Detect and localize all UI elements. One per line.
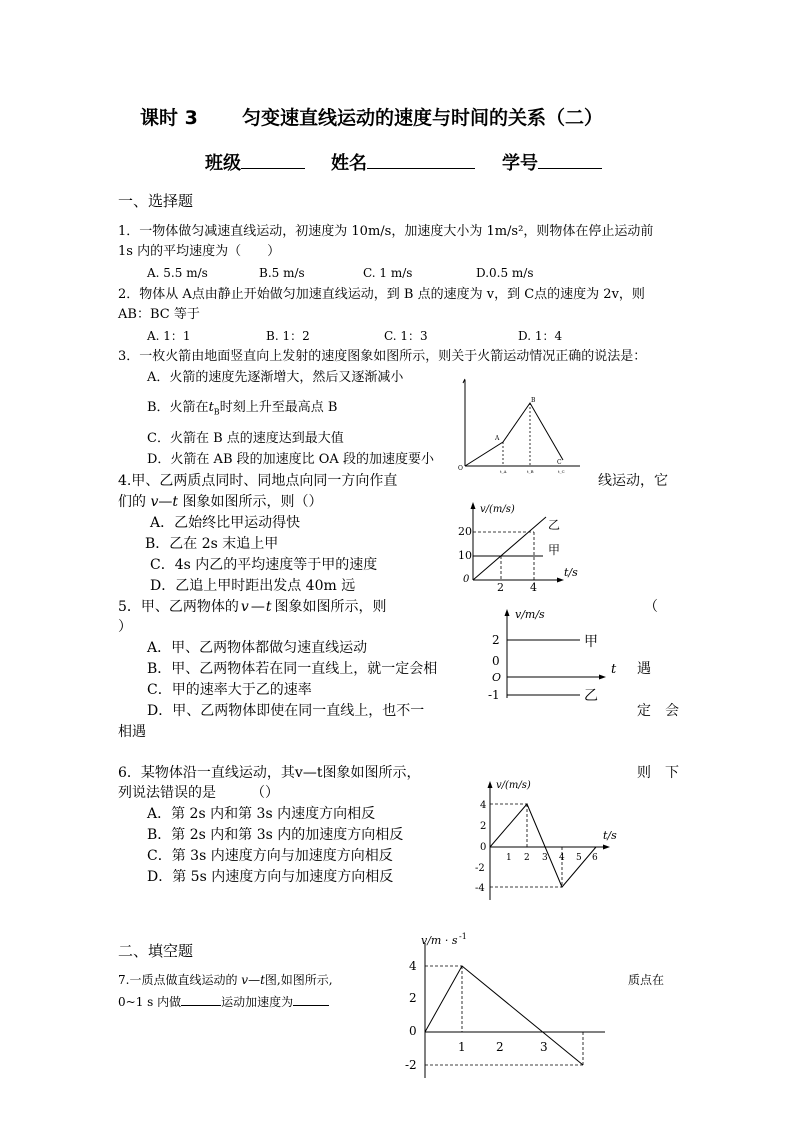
q3-option-c[interactable]: C．火箭在 B 点的速度达到最大值 [147,431,344,446]
q3-b-t: t [208,400,214,415]
q5-option-b-end: 遇 [637,661,651,677]
q3-stem: 3．一枚火箭由地面竖直向上发射的速度图象如图所示，则关于火箭运动情况正确的说法是： [118,349,647,364]
c6-xtick-4: 4 [559,853,565,863]
q4-option-d[interactable]: D．乙追上甲时距出发点 40m 远 [150,578,356,594]
series-yi-line [473,517,546,580]
chart-q7-vt [395,928,610,1088]
q2-line2: AB：BC 等于 [118,307,200,322]
chart-rocket-point-b: B [531,397,536,404]
chart-rocket-point-a: A [495,435,500,442]
chart-rocket-tick-ta: t_A [500,469,507,474]
c5-ylabel: v/m/s [515,608,545,621]
class-field [205,150,305,176]
q4-option-c[interactable]: C．4s 内乙的平均速度等于甲的速度 [150,557,378,573]
q5-option-c[interactable]: C．甲的速率大于乙的速率 [147,682,312,698]
class-label: 班级 [205,153,241,174]
c5-ytick-0: 0 [492,654,500,668]
c6-xtick-5: 5 [576,853,582,863]
q4-l2-dash: — [158,494,173,510]
q3-b-part2: 时刻上升至最高点 B [219,400,338,415]
page-title: 匀变速直线运动的速度与时间的关系（二） [242,107,604,129]
q4-l2-v: v [150,494,159,510]
chart-rocket-tick-tb: t_B [527,469,534,474]
q7-line1 [118,972,333,988]
c7-ylabel-sup: -1 [459,932,467,941]
chart-rocket-vt [455,374,595,474]
q1-option-c[interactable]: C. 1 m/s [363,266,413,280]
c7-ylabel: v/m · s [421,934,458,947]
c6-xtick-3: 3 [542,853,548,863]
q5-line1-paren: （ [644,599,658,615]
q7-l1-v: v [241,973,249,987]
chart-q6-vt [470,776,630,904]
q6-line1-left: 6．某物体沿一直线运动，其v—t图象如图所示， [118,765,421,781]
c7-xtick-2: 2 [496,1040,504,1054]
lesson-number: 课时 3 [140,107,198,129]
q5-option-a[interactable]: A．甲、乙两物体都做匀速直线运动 [147,640,368,656]
name-label: 姓名 [331,153,367,174]
c7-ytick-4: 4 [409,959,417,973]
q2-line1: 2．物体从 A点由静止开始做匀加速直线运动，到 B 点的速度为 v，到 C点的速度为 2v，则 [118,287,645,302]
q5-option-d-end: 定 会 [637,703,679,719]
q5-l1-b: 图象如图所示，则 [274,599,387,615]
c4-legend-yi: 乙 [548,518,561,532]
section-fill-heading: 二、填空题 [118,942,194,960]
c5-ytick-2: 2 [492,633,500,647]
chart-rocket-tick-tc: t_C [558,469,565,474]
q4-l2-a: 们的 [118,494,146,510]
c6-ytick-2: 2 [480,821,487,832]
q5-line1 [118,598,386,616]
q6-option-b[interactable]: B．第 2s 内和第 3s 内的加速度方向相反 [147,827,404,843]
q6-line1-right: 则 下 [637,765,679,781]
chart-q4-vt [450,498,595,594]
q7-l2-b: 运动加速度为 [221,995,294,1009]
c5-legend-jia: 甲 [584,634,598,650]
c6-xtick-2: 2 [524,853,530,863]
q7-line2 [118,993,329,1010]
chart-q5-vt [478,604,628,702]
q5-option-d-wrap: 相遇 [118,724,146,740]
q7-l2-a: 0~1 s 内做 [118,995,182,1009]
q5-l1-t: t [265,599,272,615]
q7-blank-2[interactable] [293,993,329,1006]
q5-line2: ） [118,619,132,635]
c4-legend-jia: 甲 [548,543,561,557]
c7-velocity-line [425,966,583,1065]
q4-line1-left: 4.甲、乙两质点同时、同地点向同一方向作直 [118,473,398,489]
id-blank[interactable] [538,150,602,169]
chart-rocket-origin: O [458,465,463,472]
q7-l1-dash: — [248,973,261,987]
c6-ytick-neg2: -2 [475,863,485,874]
q4-l2-t: t [172,494,179,510]
q1-option-a[interactable]: A. 5.5 m/s [147,266,208,280]
id-label: 学号 [502,153,538,174]
c5-xlabel: t [611,662,617,677]
q4-line1-right: 线运动，它 [598,473,668,489]
q7-l1-a: 7.一质点做直线运动的 [118,973,238,987]
c6-ytick-neg4: -4 [475,883,485,894]
c4-ylabel: v/(m/s) [480,504,515,515]
q3-option-b[interactable] [147,400,337,421]
q3-option-d[interactable]: D．火箭在 AB 段的加速度比 OA 段的加速度要小 [147,452,434,467]
c5-origin: O [492,671,502,684]
c6-xlabel: t/s [603,829,617,842]
c4-xtick-2: 2 [497,581,504,594]
class-blank[interactable] [241,150,305,169]
q5-l1-v: v [240,599,249,615]
q6-option-c[interactable]: C．第 3s 内速度方向与加速度方向相反 [147,848,393,864]
c4-xtick-4: 4 [530,581,537,594]
section-choice-heading: 一、选择题 [118,192,194,210]
chart-rocket-point-c: C [557,459,562,466]
name-field [331,150,475,176]
q7-blank-1[interactable] [181,993,221,1006]
q4-l2-b: 图象如图所示，则（） [182,494,323,510]
c5-legend-yi: 乙 [584,688,598,704]
q2-option-d[interactable]: D. 1：4 [518,329,563,343]
c6-ytick-4: 4 [480,800,487,811]
q1-option-b[interactable]: B.5 m/s [259,266,305,280]
id-field [502,150,602,176]
q1-line2: 1s 内的平均速度为（ ） [118,244,281,259]
q5-l1-a: 5．甲、乙两物体的 [118,599,239,615]
q1-line1: 1．一物体做匀减速直线运动，初速度为 10m/s，加速度大小为 1m/s²，则物体在停止运动前 [118,224,654,239]
q4-option-a[interactable]: A．乙始终比甲运动得快 [150,515,301,531]
q7-l1-t: t [260,973,265,987]
c4-xlabel: t/s [564,566,578,579]
c4-ytick-10: 10 [458,549,472,562]
q2-option-c[interactable]: C. 1：3 [384,329,428,343]
c7-ytick-0: 0 [409,1024,417,1038]
q3-option-a[interactable]: A．火箭的速度先逐渐增大，然后又逐渐减小 [147,370,404,385]
c7-xtick-3: 3 [540,1040,548,1054]
c7-xtick-1: 1 [458,1040,466,1054]
c6-velocity-line [490,804,596,887]
c7-ytick-2: 2 [409,991,417,1005]
q3-b-sub: B [213,407,220,417]
c4-origin: 0 [463,574,470,585]
q7-l1-b: 图,如图所示, [264,973,333,987]
q2-option-b[interactable]: B. 1：2 [266,329,310,343]
q5-l1-dash: — [250,599,265,615]
rocket-velocity-line [465,403,563,466]
name-blank[interactable] [367,150,475,169]
q4-line2 [118,493,322,511]
q1-option-d[interactable]: D.0.5 m/s [476,266,534,280]
c6-ytick-0: 0 [480,842,487,853]
q7-line1-right: 质点在 [628,973,665,987]
q3-b-part1: B．火箭在 [147,400,209,415]
q2-option-a[interactable]: A. 1：1 [147,329,191,343]
q6-option-d[interactable]: D．第 5s 内速度方向与加速度方向相反 [147,869,394,885]
c4-ytick-20: 20 [458,525,472,538]
c7-ytick-neg2: -2 [405,1058,417,1072]
q6-line2: 列说法错误的是 （） [118,785,279,801]
q4-option-b[interactable]: B．乙在 2s 末追上甲 [145,536,279,552]
q6-option-a[interactable]: A．第 2s 内和第 3s 内速度方向相反 [147,806,376,822]
c6-xtick-1: 1 [506,853,512,863]
c6-ylabel: v/(m/s) [496,780,531,791]
c6-xtick-6: 6 [592,853,598,863]
q5-option-b[interactable]: B．甲、乙两物体若在同一直线上，就一定会相 [147,661,438,677]
q5-option-d[interactable]: D．甲、乙两物体即使在同一直线上，也不一 [147,703,425,719]
c5-ytick-neg1: -1 [488,688,500,702]
